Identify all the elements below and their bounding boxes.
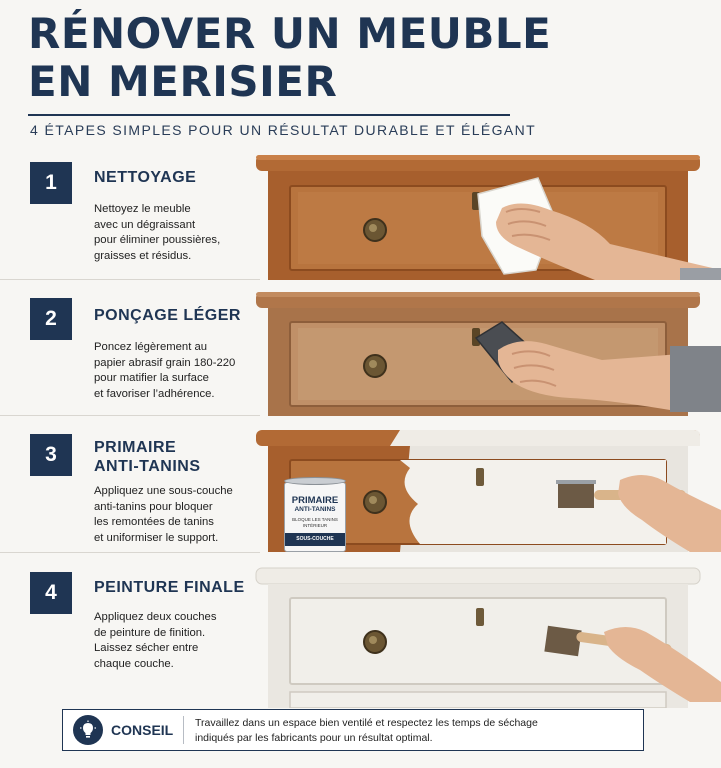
desc-line: Appliquez deux couches: [94, 611, 217, 623]
desc-line: et favoriser l’adhérence.: [94, 387, 215, 400]
step-number-badge: 1: [30, 162, 72, 204]
sanding-sponge-drawer-icon: [250, 288, 721, 416]
desc-line: Poncez légèrement au: [94, 341, 208, 353]
tip-separator: [183, 716, 184, 744]
step-title: PEINTURE FINALE: [94, 579, 245, 596]
tip-line-1: Travaillez dans un espace bien ventilé et respectez les temps de séchage: [195, 717, 538, 729]
desc-line: chaque couche.: [94, 657, 174, 670]
desc-line: Appliquez une sous-couche: [94, 485, 233, 497]
step-description: [94, 340, 274, 402]
step-title: PONÇAGE LÉGER: [94, 307, 241, 324]
desc-line: Laissez sécher entre: [94, 642, 199, 654]
can-label-line-3: BLOQUE LES TANINS: [292, 517, 338, 522]
step-title: NETTOYAGE: [94, 169, 197, 186]
desc-line: papier abrasif grain 180-220: [94, 356, 236, 369]
step-title-line-1: PRIMAIRE: [94, 439, 177, 456]
page-title: [28, 10, 551, 106]
cloth-cleaning-drawer-icon: [250, 152, 721, 280]
tip-line-2: indiqués par les fabricants pour un résultat optimal.: [195, 732, 433, 744]
white-paint-brush-drawer-icon: [250, 562, 721, 708]
can-label-line-4: INTÉRIEUR: [302, 523, 328, 528]
step-title: [94, 438, 201, 476]
tip-text: [195, 716, 635, 746]
desc-line: graisses et résidus.: [94, 249, 192, 262]
step-divider: [0, 415, 260, 416]
desc-line: pour matifier la surface: [94, 372, 209, 384]
can-label-line-1: PRIMAIRE: [291, 495, 339, 506]
step-number-badge: 2: [30, 298, 72, 340]
step-2: [0, 282, 721, 416]
step-description: [94, 484, 274, 546]
step-4: [0, 556, 721, 690]
step-1: [0, 146, 721, 280]
title-underline: [28, 114, 510, 116]
desc-line: pour éliminer poussières,: [94, 234, 221, 246]
can-lid: [284, 477, 346, 485]
primer-can: [284, 482, 346, 552]
desc-line: anti-tanins pour bloquer: [94, 500, 213, 513]
step-title-line-2: ANTI-TANINS: [94, 458, 201, 475]
step-number-badge: 3: [30, 434, 72, 476]
title-line-2: EN MERISIER: [28, 57, 338, 106]
tip-box: [62, 709, 644, 751]
desc-line: de peinture de finition.: [94, 626, 206, 639]
desc-line: avec un dégraissant: [94, 218, 196, 231]
desc-line: et uniformiser le support.: [94, 531, 219, 544]
desc-line: Nettoyez le meuble: [94, 203, 191, 215]
can-band: SOUS-COUCHE: [285, 533, 345, 546]
lightbulb-icon: [73, 715, 103, 745]
title-line-1: RÉNOVER UN MEUBLE: [28, 9, 552, 58]
step-3: [0, 418, 721, 552]
desc-line: les remontées de tanins: [94, 516, 214, 528]
step-divider: [0, 552, 260, 553]
page-subtitle: 4 ÉTAPES SIMPLES POUR UN RÉSULTAT DURABLE ET ÉLÉGANT: [30, 122, 537, 138]
step-number-badge: 4: [30, 572, 72, 614]
step-divider: [0, 279, 260, 280]
step-description: [94, 610, 274, 672]
can-label-line-2: ANTI-TANINS: [294, 506, 336, 513]
step-description: [94, 202, 274, 264]
tip-label: CONSEIL: [111, 722, 174, 738]
